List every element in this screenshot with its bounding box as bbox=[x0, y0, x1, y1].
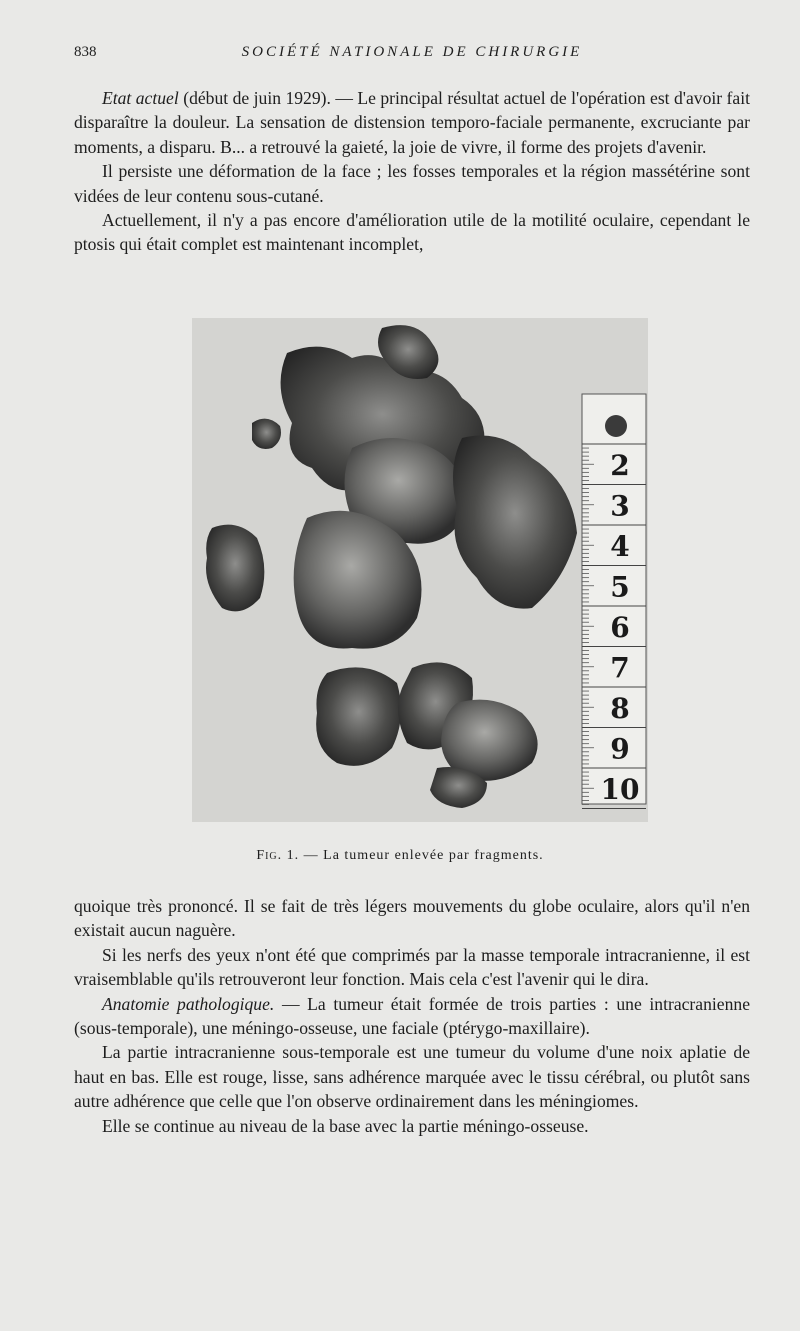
text-block-bottom bbox=[74, 894, 750, 1138]
ruler-number: 2 bbox=[610, 449, 630, 482]
paragraph bbox=[74, 1040, 750, 1113]
paragraph bbox=[74, 159, 750, 208]
ruler-number: 4 bbox=[610, 530, 630, 563]
paragraph bbox=[74, 1114, 750, 1138]
paragraph-text: Il persiste une déformation de la face ; les fosses temporales et la région massétérine sont vidées de leur contenu sous-cutané. bbox=[74, 161, 750, 206]
paragraph-text: Si les nerfs des yeux n'ont été que comprimés par la masse temporale intracranienne, il est vraisemblable qu'ils retrouveront leur fonction. Mais cela c'est l'avenir qui le dira. bbox=[74, 944, 750, 990]
ruler-number: 10 bbox=[600, 773, 640, 806]
paragraph bbox=[74, 208, 750, 257]
paragraph bbox=[74, 894, 750, 943]
paragraph bbox=[74, 992, 750, 1041]
ruler-number: 9 bbox=[610, 732, 630, 766]
text-block-top bbox=[74, 86, 750, 257]
ruler-number: 8 bbox=[610, 692, 630, 725]
running-title: SOCIÉTÉ NATIONALE DE CHIRURGIE bbox=[241, 44, 583, 60]
paragraph-text: Elle se continue au niveau de la base avec la partie méningo-osseuse. bbox=[102, 1115, 589, 1136]
paragraph-text: (début de juin 1929). — Le principal résultat actuel de l'opération est d'avoir fait disparaître la douleur. La sensation de distension temporo-faciale permanente, excruciante par moments, a disparu. B... a retrouvé la gaieté, la joie de vivre, il forme des projets d'avenir. bbox=[74, 88, 750, 157]
paragraph-lead: Anatomie pathologique. bbox=[102, 993, 275, 1014]
measuring-ruler bbox=[582, 394, 646, 809]
ruler-number: 7 bbox=[610, 651, 630, 685]
ruler-number: 3 bbox=[610, 489, 630, 523]
paragraph-text: quoique très prononcé. Il se fait de très légers mouvements du globe oculaire, alors qu'il n'en existait aucun naguère. bbox=[74, 896, 750, 941]
caption-text: — La tumeur enlevée par fragments. bbox=[299, 848, 544, 863]
figure-photograph bbox=[192, 318, 648, 822]
tumor-fragments-photo bbox=[192, 318, 648, 822]
paragraph-text: — La tumeur était formée de trois parties : une intracranienne (sous-temporale), une méningo-osseuse, une faciale (ptérygo-maxillaire). bbox=[74, 993, 751, 1039]
ruler-number: 6 bbox=[610, 611, 630, 644]
paragraph-text: Actuellement, il n'y a pas encore d'amélioration utile de la motilité oculaire, cependant le ptosis qui était complet est maintenant incomplet, bbox=[74, 210, 750, 255]
page-number: 838 bbox=[74, 44, 97, 60]
ruler-number: 5 bbox=[610, 570, 630, 604]
paragraph-lead: Etat actuel bbox=[102, 88, 179, 108]
paragraph bbox=[74, 943, 750, 992]
figure-label: Fig. 1. bbox=[256, 848, 300, 863]
paragraph-text: La partie intracranienne sous-temporale est une tumeur du volume d'une noix aplatie de haut en bas. Elle est rouge, lisse, sans adhérence marquée avec le tissu cérébral, ou plutôt sans autre adhérence que celle que l'on observe ordinairement dans les méningiomes. bbox=[74, 1042, 750, 1112]
paragraph bbox=[74, 86, 750, 159]
running-header bbox=[74, 44, 750, 64]
figure-caption bbox=[0, 848, 800, 864]
